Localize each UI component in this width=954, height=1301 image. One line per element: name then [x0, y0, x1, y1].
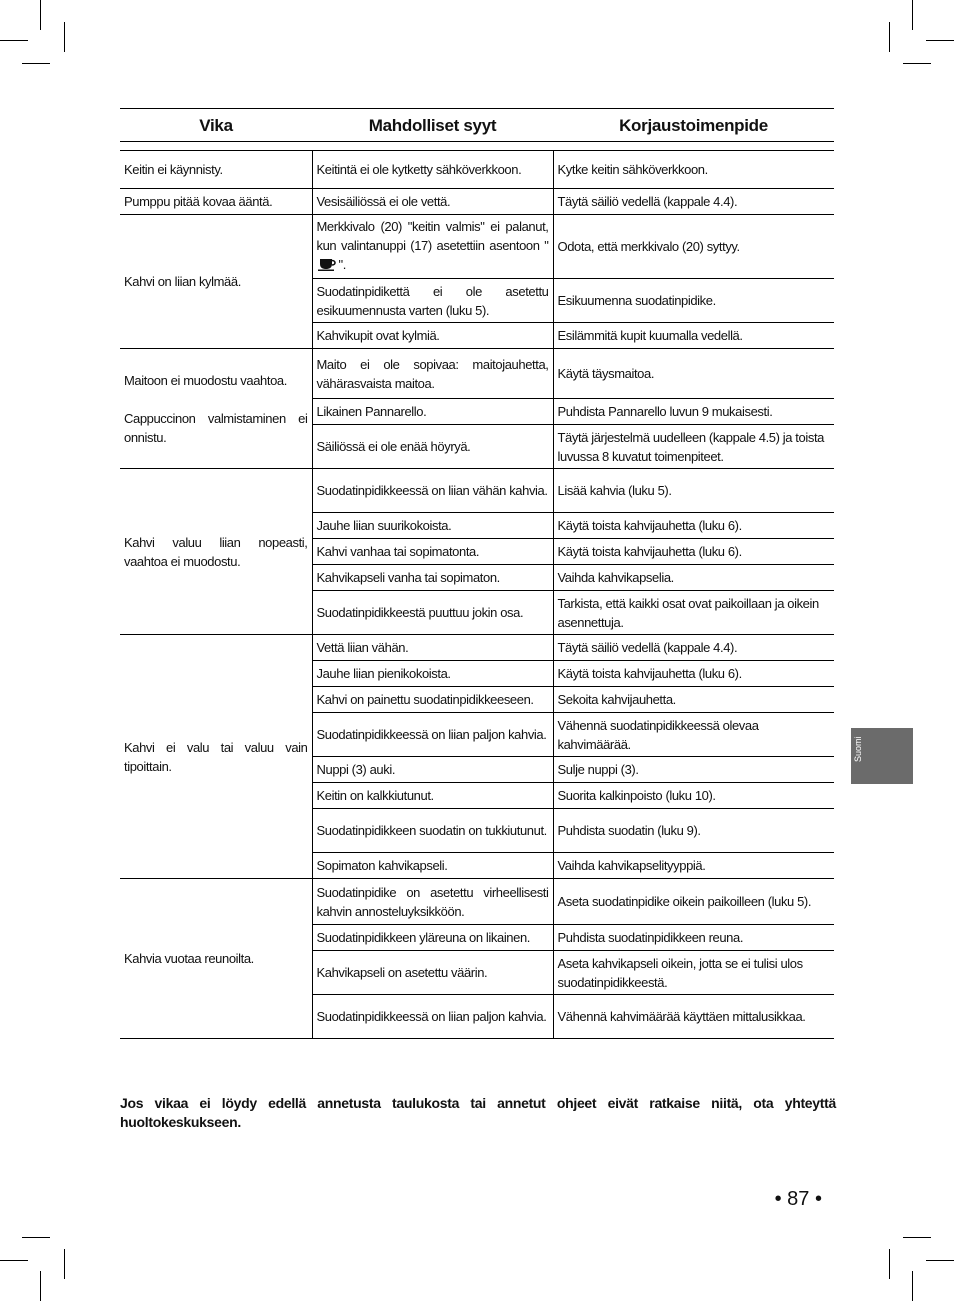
- cause-text: Likainen Pannarello.: [316, 404, 427, 419]
- remedy-cell: Vaihda kahvikapselityyppiä.: [553, 853, 834, 879]
- cause-cell: [312, 539, 553, 565]
- crop-mark: [0, 40, 28, 41]
- service-note: Jos vikaa ei löydy edellä annetusta taulukosta tai annetut ohjeet eivät ratkaise niitä, ota yhteyttä huoltokeskukseen.: [120, 1095, 836, 1130]
- header-remedy: Korjaustoimenpide: [553, 109, 834, 142]
- table-body: [120, 142, 834, 1039]
- fault-text: Cappuccinon valmistaminen ei onnistu.: [124, 410, 308, 445]
- fault-text: Kahvi ei valu tai valuu vain tipoittain.: [124, 739, 308, 774]
- remedy-cell: Puhdista suodatinpidikkeen reuna.: [553, 925, 834, 951]
- cause-text: Maito ei ole sopivaa: maitojauhetta, vähärasvaista maitoa.: [316, 356, 549, 391]
- cause-cell: [312, 469, 553, 513]
- cause-text: Suodatinpidikkeen suodatin on tukkiutunut.: [316, 823, 547, 838]
- crop-mark: [903, 1237, 931, 1238]
- crop-mark: [903, 63, 931, 64]
- remedy-cell: Puhdista suodatin (luku 9).: [553, 809, 834, 853]
- cause-cell: [312, 279, 553, 323]
- crop-mark: [926, 40, 954, 41]
- remedy-cell: Esilämmitä kupit kuumalla vedellä.: [553, 323, 834, 349]
- crop-mark: [926, 1260, 954, 1261]
- crop-mark: [889, 1249, 890, 1279]
- remedy-cell: Täytä säiliö vedellä (kappale 4.4).: [553, 635, 834, 661]
- remedy-cell: Aseta suodatinpidike oikein paikoilleen (luku 5).: [553, 879, 834, 925]
- crop-mark: [40, 1271, 41, 1301]
- cause-cell: [312, 757, 553, 783]
- troubleshooting-table: [120, 108, 834, 1039]
- cause-text: Vesisäiliössä ei ole vettä.: [316, 194, 451, 209]
- cause-text: Kahvikapseli on asetettu väärin.: [316, 965, 488, 980]
- language-tab-label: Suomi: [853, 736, 863, 762]
- page-number: • 87 •: [774, 1188, 822, 1210]
- cause-cell: [312, 399, 553, 425]
- fault-cell: [120, 879, 312, 1039]
- remedy-cell: Käytä toista kahvijauhetta (luku 6).: [553, 539, 834, 565]
- remedy-cell: Puhdista Pannarello luvun 9 mukaisesti.: [553, 399, 834, 425]
- fault-text: Pumppu pitää kovaa ääntä.: [124, 194, 273, 209]
- crop-mark: [40, 0, 41, 30]
- cause-text: Vettä liian vähän.: [316, 640, 409, 655]
- cause-text: Jauhe liian suurikokoista.: [316, 518, 452, 533]
- spacer-cell: [120, 142, 834, 151]
- remedy-cell: Odota, että merkkivalo (20) syttyy.: [553, 215, 834, 279]
- header-causes: Mahdolliset syyt: [312, 109, 553, 142]
- crop-mark: [912, 0, 913, 30]
- cause-text: Kahvi on painettu suodatinpidikkeeseen.: [316, 692, 534, 707]
- remedy-cell: Vähennä kahvimäärää käyttäen mittalusikkaa.: [553, 995, 834, 1039]
- table-row: [120, 635, 834, 661]
- cause-cell: [312, 189, 553, 215]
- table-row: [120, 349, 834, 399]
- crop-mark: [22, 1237, 50, 1238]
- cause-text: Jauhe liian pienikokoista.: [316, 666, 451, 681]
- cause-cell: [312, 995, 553, 1039]
- crop-mark: [0, 1260, 28, 1261]
- table-row: [120, 151, 834, 189]
- coffee-cup-icon: [317, 257, 339, 276]
- table-row: [120, 215, 834, 279]
- cause-cell: [312, 591, 553, 635]
- cause-text: Sopimaton kahvikapseli.: [316, 858, 448, 873]
- remedy-cell: Esikuumenna suodatinpidike.: [553, 279, 834, 323]
- remedy-cell: Käytä toista kahvijauhetta (luku 6).: [553, 661, 834, 687]
- remedy-cell: Suorita kalkinpoisto (luku 10).: [553, 783, 834, 809]
- spacer-row: [120, 142, 834, 151]
- cause-text: Suodatinpidike on asetettu virheellisesti kahvin annosteluyksikköön.: [316, 884, 549, 919]
- remedy-cell: Täytä järjestelmä uudelleen (kappale 4.5) ja toista luvussa 8 kuvatut toimenpiteet.: [553, 425, 834, 469]
- cause-text: Merkkivalo (20) "keitin valmis" ei palanut, kun valintanuppi (17) asetettiin asentoon ": [316, 219, 549, 253]
- language-tab: [851, 728, 913, 784]
- fault-cell: [120, 189, 312, 215]
- table-header-row: [120, 109, 834, 142]
- cause-cell: [312, 925, 553, 951]
- cause-cell: [312, 425, 553, 469]
- cause-cell: [312, 323, 553, 349]
- cause-text: Nuppi (3) auki.: [316, 762, 396, 777]
- cause-text: Kahvikapseli vanha tai sopimaton.: [316, 570, 500, 585]
- cause-cell: [312, 783, 553, 809]
- crop-mark: [912, 1271, 913, 1301]
- cause-cell: [312, 513, 553, 539]
- cause-cell: [312, 687, 553, 713]
- crop-mark: [64, 1249, 65, 1279]
- fault-text: Maitoon ei muodostu vaahtoa.: [124, 372, 287, 388]
- remedy-cell: Tarkista, että kaikki osat ovat paikoillaan ja oikein asennettuja.: [553, 591, 834, 635]
- cause-text: Suodatinpidikettä ei ole asetettu esikuumennusta varten (luku 5).: [316, 283, 549, 318]
- cause-text: Suodatinpidikkeessä on liian paljon kahvia.: [316, 1009, 547, 1024]
- cause-cell: [312, 713, 553, 757]
- cause-cell: [312, 349, 553, 399]
- table-row: [120, 469, 834, 513]
- crop-mark: [22, 63, 50, 64]
- remedy-cell: Lisää kahvia (luku 5).: [553, 469, 834, 513]
- cause-text: Suodatinpidikkeestä puuttuu jokin osa.: [316, 605, 524, 620]
- table-row: [120, 879, 834, 925]
- remedy-cell: Sulje nuppi (3).: [553, 757, 834, 783]
- cause-cell: [312, 809, 553, 853]
- fault-cell: [120, 349, 312, 469]
- cause-cell: [312, 215, 553, 279]
- cause-cell: [312, 879, 553, 925]
- crop-mark: [64, 22, 65, 52]
- cause-text: Suodatinpidikkeen yläreuna on likainen.: [316, 930, 531, 945]
- cause-text: Suodatinpidikkeessä on liian paljon kahvia.: [316, 727, 547, 742]
- table-row: [120, 189, 834, 215]
- cause-text: Kahvikupit ovat kylmiä.: [316, 328, 440, 343]
- fault-text: Kahvi on liian kylmää.: [124, 274, 241, 289]
- remedy-cell: Kytke keitin sähköverkkoon.: [553, 151, 834, 189]
- remedy-cell: Aseta kahvikapseli oikein, jotta se ei tulisi ulos suodatinpidikkeestä.: [553, 951, 834, 995]
- remedy-cell: Täytä säiliö vedellä (kappale 4.4).: [553, 189, 834, 215]
- header-fault: Vika: [120, 109, 312, 142]
- fault-text: Keitin ei käynnisty.: [124, 162, 223, 177]
- cause-cell: [312, 853, 553, 879]
- cause-text: Kahvi vanhaa tai sopimatonta.: [316, 544, 480, 559]
- remedy-cell: Vaihda kahvikapselia.: [553, 565, 834, 591]
- cause-cell: [312, 635, 553, 661]
- fault-text: Kahvi valuu liian nopeasti, vaahtoa ei muodostu.: [124, 534, 308, 569]
- cause-cell: [312, 565, 553, 591]
- remedy-cell: Käytä täysmaitoa.: [553, 349, 834, 399]
- cause-cell: [312, 151, 553, 189]
- cause-cell: [312, 661, 553, 687]
- cause-text: Keitintä ei ole kytketty sähköverkkoon.: [316, 162, 522, 177]
- cause-text: Keitin on kalkkiutunut.: [316, 788, 434, 803]
- cause-text: Suodatinpidikkeessä on liian vähän kahvia.: [316, 483, 548, 498]
- cause-text: Säiliössä ei ole enää höyryä.: [316, 439, 471, 454]
- remedy-cell: Sekoita kahvijauhetta.: [553, 687, 834, 713]
- fault-cell: [120, 151, 312, 189]
- crop-mark: [889, 22, 890, 52]
- fault-cell: [120, 469, 312, 635]
- cause-text-suffix: ".: [338, 257, 346, 272]
- fault-text: Kahvia vuotaa reunoilta.: [124, 951, 254, 966]
- fault-cell: [120, 215, 312, 349]
- remedy-cell: Käytä toista kahvijauhetta (luku 6).: [553, 513, 834, 539]
- fault-cell: [120, 635, 312, 879]
- cause-cell: [312, 951, 553, 995]
- remedy-cell: Vähennä suodatinpidikkeessä olevaa kahvimäärää.: [553, 713, 834, 757]
